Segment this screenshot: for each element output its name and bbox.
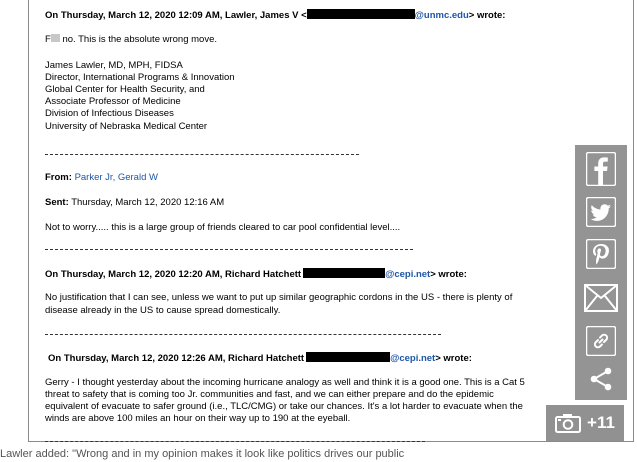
separator-line (45, 441, 425, 442)
link-icon (586, 326, 616, 356)
signature-line: Division of Infectious Diseases (45, 108, 174, 119)
copy-link-button[interactable] (581, 321, 621, 361)
email-domain-link[interactable]: @unmc.edu (414, 10, 469, 21)
email-sent-row (45, 197, 224, 209)
camera-icon (555, 413, 581, 433)
separator-line (45, 334, 441, 335)
redacted-email (307, 9, 415, 19)
more-share-button[interactable] (581, 359, 621, 399)
header-suffix: > wrote: (468, 10, 506, 21)
pinterest-share-button[interactable] (581, 234, 621, 274)
censored-word (51, 34, 60, 42)
header-text: On Thursday, March 12, 2020 12:09 AM, Lawler, James V < (45, 10, 307, 21)
from-label: From: (45, 172, 72, 183)
email-from-row (45, 172, 158, 184)
body-text: no. This is the absolute wrong move. (59, 34, 217, 45)
photo-count: +11 (587, 413, 615, 432)
email-body-line: disease already in the US to cause spread domestically. (45, 305, 281, 316)
share-icon (588, 366, 614, 392)
photo-gallery-button[interactable] (546, 405, 624, 441)
from-value-link[interactable]: Parker Jr, Gerald W (74, 172, 158, 183)
body-prefix: F (45, 34, 51, 45)
facebook-share-button[interactable] (581, 149, 621, 189)
email-body-line: equivalent of evacuate to safer ground (i.e., TLC/CMG) or take our chances. It's a lot harder to evacuate when the (45, 401, 523, 412)
email-body-line: Gerry - I thought yesterday about the incoming hurricane analogy as well and think it is a good one. This is a Cat 5 (45, 377, 525, 388)
email-header-hatchett-1 (45, 268, 467, 281)
email-domain-link[interactable]: @cepi.net (385, 269, 431, 280)
twitter-share-button[interactable] (581, 192, 621, 232)
signature-line: Associate Professor of Medicine (45, 96, 181, 107)
signature-line: University of Nebraska Medical Center (45, 121, 208, 132)
separator-line (45, 154, 359, 155)
email-header-lawler (45, 9, 505, 22)
header-text: On Thursday, March 12, 2020 12:26 AM, Richard Hatchett (48, 353, 305, 364)
header-text: On Thursday, March 12, 2020 12:20 AM, Richard Hatchett (45, 269, 302, 280)
separator-line (45, 249, 413, 250)
redacted-email (306, 352, 390, 362)
signature-line: Director, International Programs & Innovation (45, 72, 235, 83)
signature-line: James Lawler, MD, MPH, FIDSA (45, 60, 183, 71)
article-caption: Lawler added: "Wrong and in my opinion makes it look like politics drives our public (0, 448, 405, 460)
signature-line: Global Center for Health Security, and (45, 84, 205, 95)
header-suffix: > wrote: (430, 269, 467, 280)
email-share-button[interactable] (581, 278, 621, 318)
email-body-line: No justification that I can see, unless we want to put up similar geographic cordons in the US - there is plenty of (45, 292, 513, 303)
email-body-line: threat to safety that is coming too Jr. communities and fast, and we can either prepare and do the epidemic (45, 389, 494, 400)
facebook-icon (586, 152, 616, 186)
email-body-lawler (45, 34, 217, 46)
sent-label: Sent: (45, 197, 69, 208)
twitter-icon (586, 197, 616, 227)
pinterest-icon (586, 239, 616, 269)
email-header-hatchett-2 (48, 352, 472, 365)
email-body-line: winds are above 100 miles an hour on their way up to 190 at the eyeball. (45, 413, 351, 424)
email-domain-link[interactable]: @cepi.net (390, 353, 436, 364)
redacted-email (303, 268, 385, 278)
header-suffix: > wrote: (435, 353, 472, 364)
email-icon (584, 281, 618, 315)
sent-value: Thursday, March 12, 2020 12:16 AM (71, 197, 225, 208)
email-body-parker: Not to worry..... this is a large group of friends cleared to car pool confidential level.... (45, 222, 401, 233)
